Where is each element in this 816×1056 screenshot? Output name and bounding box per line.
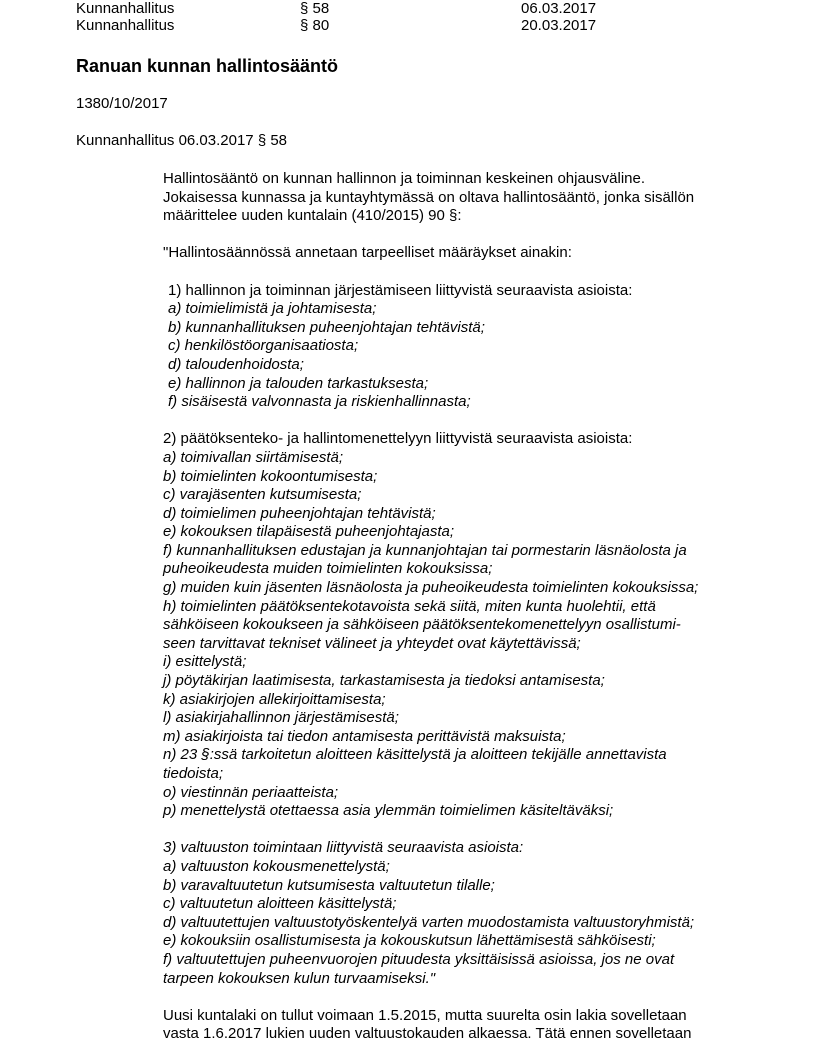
- list-item: n) 23 §:ssä tarkoitetun aloitteen käsittelystä ja aloitteen tekijälle annettavista: [163, 746, 667, 764]
- section2-heading: 2) päätöksenteko- ja hallintomenettelyyn liittyvistä seuraavista asioista:: [163, 430, 633, 448]
- section1-heading: 1) hallinnon ja toiminnan järjestämiseen liittyvistä seuraavista asioista:: [168, 281, 633, 299]
- list-item: d) valtuutettujen valtuustotyöskentelyä varten muodostamista valtuustoryhmistä;: [163, 913, 695, 931]
- list-item: b) toimielinten kokoontumisesta;: [163, 467, 378, 485]
- list-item: d) taloudenhoidosta;: [168, 355, 304, 373]
- history-section: § 58: [300, 0, 330, 17]
- list-item: e) kokouksen tilapäisestä puheenjohtajasta;: [163, 523, 455, 541]
- list-item: tiedoista;: [163, 765, 224, 782]
- history-date: 20.03.2017: [521, 17, 597, 34]
- list-item: seen tarvittavat tekniset välineet ja yhteydet ovat käytettävissä;: [163, 634, 581, 652]
- history-body: Kunnanhallitus: [76, 0, 175, 17]
- list-item: e) hallinnon ja talouden tarkastuksesta;: [168, 374, 429, 392]
- list-item: c) henkilöstöorganisaatiosta;: [168, 337, 359, 355]
- list-item: a) toimivallan siirtämisestä;: [163, 448, 344, 466]
- list-item: h) toimielinten päätöksentekotavoista sekä siitä, miten kunta huolehtii, että: [163, 597, 656, 615]
- list-item: tarpeen kokouksen kulun turvaamiseksi.": [163, 969, 436, 987]
- list-item: sähköiseen kokoukseen ja sähköiseen päätöksentekomenettelyyn osallistumi-: [163, 616, 681, 634]
- list-item: d) toimielimen puheenjohtajan tehtävistä;: [163, 504, 436, 522]
- list-item: j) pöytäkirjan laatimisesta, tarkastamisesta ja tiedoksi antamisesta;: [163, 672, 605, 690]
- list-item: l) asiakirjahallinnon järjestämisestä;: [163, 709, 399, 727]
- history-row: [76, 0, 776, 18]
- list-item: g) muiden kuin jäsenten läsnäolosta ja puheoikeudesta toimielinten kokouksissa;: [163, 579, 699, 597]
- list-item: f) valtuutettujen puheenvuorojen pituudesta yksittäisissä asioissa, jos ne ovat: [163, 950, 675, 968]
- decision-text: [163, 170, 763, 1044]
- intro-line: Hallintosääntö on kunnan hallinnon ja toiminnan keskeinen ohjausväline.: [163, 170, 645, 187]
- list-item: c) valtuutetun aloitteen käsittelystä;: [163, 895, 397, 913]
- list-item: e) kokouksiin osallistumisesta ja kokouskutsun lähettämisestä sähköisesti;: [163, 932, 656, 950]
- closing-line: vasta 1.6.2017 lukien uuden valtuustokauden alkaessa. Tätä ennen sovelletaan: [163, 1025, 692, 1043]
- history-row: [76, 17, 776, 35]
- list-item: p) menettelystä otettaessa asia ylemmän toimielimen käsiteltäväksi;: [163, 802, 614, 820]
- list-item: c) varajäsenten kutsumisesta;: [163, 486, 362, 504]
- history-date: 06.03.2017: [521, 0, 597, 17]
- list-item: b) kunnanhallituksen puheenjohtajan tehtävistä;: [168, 318, 485, 336]
- document-title: Ranuan kunnan hallintosääntö: [76, 56, 339, 76]
- list-item: f) sisäisestä valvonnasta ja riskienhallinnasta;: [168, 393, 471, 411]
- list-item: a) toimielimistä ja johtamisesta;: [168, 300, 377, 318]
- history-body: Kunnanhallitus: [76, 17, 175, 34]
- list-item: f) kunnanhallituksen edustajan ja kunnanjohtajan tai pormestarin läsnäolosta ja: [163, 541, 687, 559]
- list-item: i) esittelystä;: [163, 653, 247, 671]
- list-item: o) viestinnän periaatteista;: [163, 783, 339, 801]
- intro-line: määrittelee uuden kuntalain (410/2015) 90 §:: [163, 207, 462, 225]
- list-item: a) valtuuston kokousmenettelystä;: [163, 857, 390, 875]
- diary-number: 1380/10/2017: [76, 95, 168, 112]
- list-item: b) varavaltuutetun kutsumisesta valtuutetun tilalle;: [163, 876, 495, 894]
- list-item: puheoikeudesta muiden toimielinten kokouksissa;: [163, 560, 493, 578]
- list-item: k) asiakirjojen allekirjoittamisesta;: [163, 690, 386, 708]
- closing-line: Uusi kuntalaki on tullut voimaan 1.5.2015, mutta suurelta osin lakia sovelletaan: [163, 1006, 687, 1024]
- section3-heading: 3) valtuuston toimintaan liittyvistä seuraavista asioista:: [163, 839, 524, 857]
- decision-header: Kunnanhallitus 06.03.2017 § 58: [76, 132, 288, 149]
- history-section: § 80: [300, 17, 330, 34]
- list-item: m) asiakirjoista tai tiedon antamisesta perittävistä maksuista;: [163, 727, 566, 745]
- intro-line: Jokaisessa kunnassa ja kuntayhtymässä on oltava hallintosääntö, jonka sisällön: [163, 188, 695, 206]
- quote-intro: "Hallintosäännössä annetaan tarpeelliset määräykset ainakin:: [163, 244, 572, 262]
